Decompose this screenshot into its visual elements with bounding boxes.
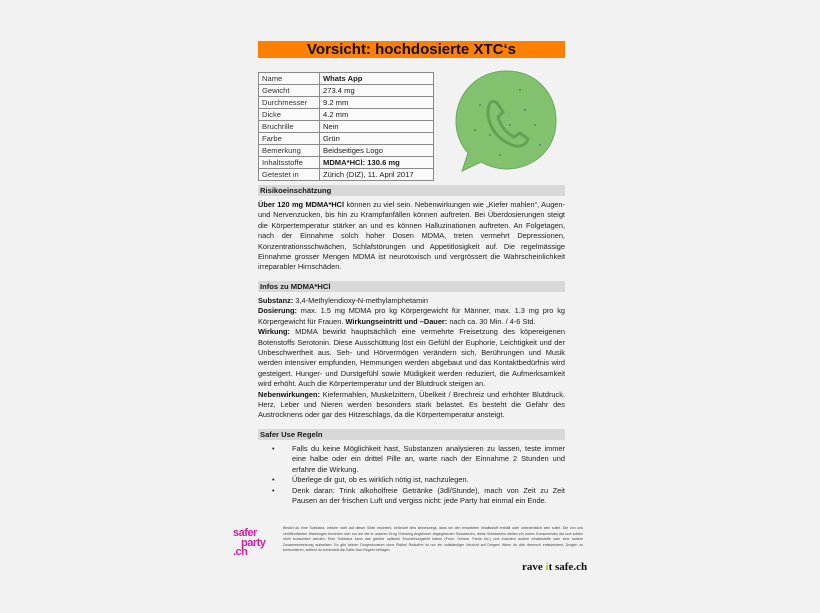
disclaimer-text: Besitzt du eine Substanz, welche nicht auf dieser Seite erscheint, bedeutet dies keineswegs, dass sie den erwarteten Inhaltsstoff enthält oder unbedenklich sein sollte. Die von uns veröffentlichten Warnungen beziehen sich nur auf die in unseren Drug Checking Angeboten abgegebenen Substanzen, diese Substanzen stellen ein hohes Konsumrisiko dar und sollten nicht konsumiert werden. Eine Substanz kann das gleiche optische Erscheinungsbild haben (Form, Grösse, Farbe etc.) und trotzdem andere Inhaltsstoffe oder eine andere Zusammensetzung aufweisen. Es gibt keinen Drogenkonsum ohne Risiko! Risikofrei ist nur ein vollständiger Verzicht auf Drogen! Wenn du dich dennoch entscheidest, Drogen zu konsumieren, solltest du zumindest die Safer-Use-Regeln befolgen. <box>283 526 583 553</box>
table-row <box>259 109 434 121</box>
row-value: Beidseitiges Logo <box>320 145 434 157</box>
saferparty-logo: safer party .ch <box>233 527 266 558</box>
row-value: Whats App <box>320 73 434 85</box>
row-value: Zürich (DIZ), 11. April 2017 <box>320 169 434 181</box>
table-row <box>259 85 434 97</box>
row-label: Name <box>259 73 320 85</box>
table-row <box>259 121 434 133</box>
risk-lead: Über 120 mg MDMA*HCl <box>258 200 345 209</box>
row-value: Nein <box>320 121 434 133</box>
row-value: 9.2 mm <box>320 97 434 109</box>
pill-info-table <box>258 72 434 181</box>
table-row <box>259 133 434 145</box>
row-label: Bemerkung <box>259 145 320 157</box>
infos-paragraph: Substanz: 3,4-Methylendioxy-N-methylamphetamin Dosierung: max. 1.5 mg MDMA pro kg Körpergewicht für Männer, max. 1.3 mg pro kg Körpergewicht für Frauen. Wirkungseintritt und –Dauer: nach ca. 30 Min. / 4-6 Std. Wirkung: MDMA bewirkt hauptsächlich eine vermehrte Freisetzung des köpereigenen Botenstoffs Serotonin. Diese Ausschüttung löst ein Gefühl der Euphorie, Leichtigkeit und der Unbeschwertheit aus. Seh- und Hörvermögen verändern sich, Berührungen und Musik werden intensiver empfunden, Hemmungen werden abgebaut und das Kontaktbedürfnis wird gesteigert. Hunger- und Durstgefühl sowie Müdigkeit werden reduziert, die Aufmerksamkeit wird erhöht. Auch die Körpertemperatur und der Blutdruck steigen an. Nebenwirkungen: Kiefermahlen, Muskelzittern, Übelkeit / Brechreiz und erhöhter Blutdruck. Herz, Leber und Nieren werden besonders stark belastet. Es besteht die Gefahr des Austrocknens oder gar des Hitzeschlags, da die Körpertemperatur ansteigt. <box>258 296 565 420</box>
row-label: Bruchrille <box>259 121 320 133</box>
table-row <box>259 157 434 169</box>
row-label: Getestet in <box>259 169 320 181</box>
table-row <box>259 145 434 157</box>
warning-banner: Vorsicht: hochdosierte XTC‘s <box>258 41 565 58</box>
row-label: Gewicht <box>259 85 320 97</box>
row-label: Farbe <box>259 133 320 145</box>
risk-paragraph: Über 120 mg MDMA*HCl können zu viel sein. Nebenwirkungen wie „Kiefer mahlen“, Augen- und Nervenzucken, bis hin zu Krampfanfällen können auftreten. Bei Überdosierungen steigt die Körpertemperatur stärker an und es können Halluzinationen auftreten. An Folgetagen, nach der Einnahme solch hoher Dosen MDMA, treten vermehrt Depressionen, Konzentrationsschwächen, Schlafstörungen und Appetitlosigkeit auf. Die regelmässige Einnahme grosser Mengen MDMA ist neurotoxisch und vergrössert die Wahrscheinlichkeit irreparabler Hirnschäden. <box>258 200 565 272</box>
row-value: 273.4 mg <box>320 85 434 97</box>
row-label: Inhaltsstoffe <box>259 157 320 169</box>
row-value: MDMA*HCl: 130.6 mg <box>320 157 434 169</box>
table-row <box>259 97 434 109</box>
raveitsafe-logo: rave it safe.ch <box>522 561 588 573</box>
row-label: Dicke <box>259 109 320 121</box>
safer-use-list <box>258 444 565 506</box>
row-label: Durchmesser <box>259 97 320 109</box>
pill-photo <box>450 65 562 177</box>
table-row <box>259 169 434 181</box>
infos-section-heading: Infos zu MDMA*HCl <box>258 281 565 292</box>
row-value: 4.2 mm <box>320 109 434 121</box>
safer-use-heading: Safer Use Regeln <box>258 429 565 440</box>
list-item: • Falls du keine Möglichkeit hast, Substanzen analysieren zu lassen, teste immer eine halbe oder ein drittel Pille an, warte nach der Einnahme 2 Stunden und erfahre die Wirkung. <box>272 444 565 474</box>
risk-section-heading: Risikoeinschätzung <box>258 185 565 196</box>
list-item: • Überlege dir gut, ob es wirklich nötig ist, nachzulegen. <box>272 475 469 485</box>
row-value: Grün <box>320 133 434 145</box>
table-row <box>259 73 434 85</box>
list-item: • Denk daran: Trink alkoholfreie Getränke (3dl/Stunde), mach von Zeit zu Zeit Pausen an der frischen Luft und vergiss nicht: jede Party hat einmal ein Ende. <box>272 485 565 506</box>
